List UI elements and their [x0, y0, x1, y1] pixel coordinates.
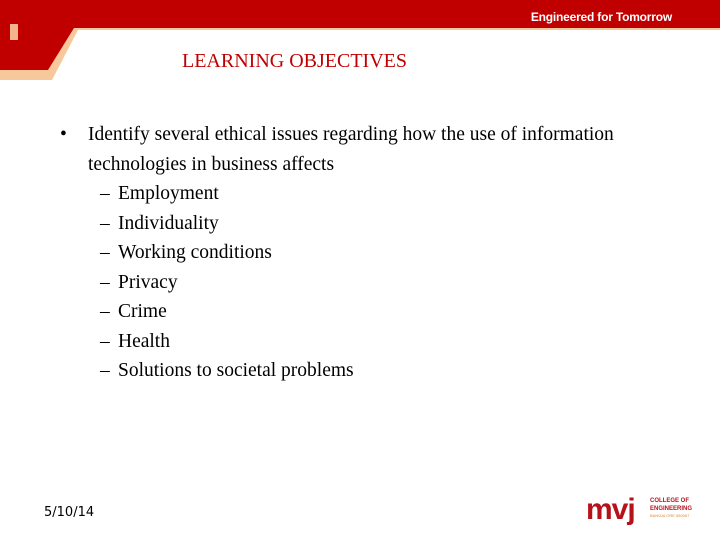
main-bullet-text: Identify several ethical issues regarding how the use of information technologies in business affects [88, 124, 614, 175]
dash: – [100, 271, 110, 293]
logo-line-1: COLLEGE OF [650, 498, 689, 504]
slide-title: LEARNING OBJECTIVES [182, 50, 407, 72]
dash: – [100, 183, 110, 204]
slide-date: 5/10/14 [44, 505, 95, 520]
sub-item-text: Crime [118, 301, 167, 322]
sub-item [100, 297, 700, 327]
sub-item-text: Working conditions [118, 242, 272, 263]
main-bullet [60, 120, 700, 179]
sub-item-text: Solutions to societal problems [118, 360, 354, 381]
sub-item-text: Health [118, 330, 170, 352]
sub-item-text: Individuality [118, 212, 219, 234]
dash: – [100, 242, 110, 263]
dash: – [100, 301, 110, 322]
dash: – [100, 360, 110, 381]
sub-item [100, 356, 700, 386]
dash: – [100, 212, 110, 234]
sub-item [100, 238, 700, 268]
dash: – [100, 330, 110, 352]
college-logo-icon [586, 488, 700, 528]
sub-item-text: Privacy [118, 271, 178, 293]
sub-list [60, 179, 700, 386]
bullet-symbol: • [60, 124, 67, 145]
header-tagline: Engineered for Tomorrow [530, 10, 672, 24]
slide-content [60, 120, 700, 386]
sub-item-text: Employment [118, 183, 219, 204]
sub-item [100, 209, 700, 239]
logo-line-2: ENGINEERING [650, 506, 693, 512]
sub-item [100, 179, 700, 209]
sub-item [100, 327, 700, 357]
logo-line-3: BANGALORE 560067 [650, 513, 690, 518]
sub-item [100, 268, 700, 298]
logo-mark: mvj [586, 493, 635, 526]
